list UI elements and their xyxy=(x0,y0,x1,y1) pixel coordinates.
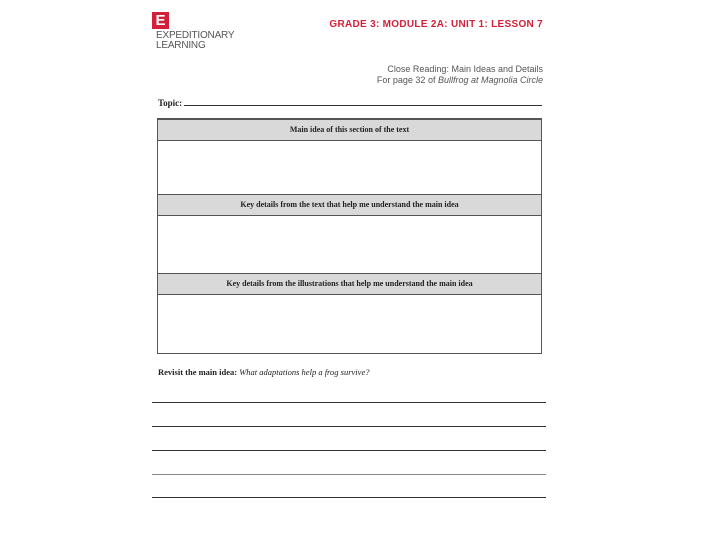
logo-text xyxy=(156,31,234,51)
logo-line-1: EXPEDITIONARY xyxy=(156,30,235,41)
illustration-details-heading: Key details from the illustrations that help me understand the main idea xyxy=(158,273,541,295)
topic-row xyxy=(158,98,542,110)
answer-line-2[interactable] xyxy=(152,426,546,427)
text-details-heading: Key details from the text that help me understand the main idea xyxy=(158,194,541,216)
answer-line-5[interactable] xyxy=(152,497,546,498)
topic-answer-line[interactable] xyxy=(184,105,542,106)
worksheet-source xyxy=(377,75,543,86)
revisit-prompt xyxy=(158,367,369,377)
answer-line-3[interactable] xyxy=(152,450,546,451)
worksheet-title: Close Reading: Main Ideas and Details xyxy=(387,64,543,74)
revisit-label: Revisit the main idea: xyxy=(158,367,238,377)
logo-mark: E xyxy=(152,12,169,29)
revisit-question: What adaptations help a frog survive? xyxy=(239,367,370,377)
illustration-details-answer-box[interactable] xyxy=(158,295,541,353)
topic-label: Topic: xyxy=(158,98,183,108)
logo-line-2: LEARNING xyxy=(156,40,206,51)
text-details-answer-box[interactable] xyxy=(158,216,541,273)
answer-line-4[interactable] xyxy=(152,474,546,475)
worksheet-subtitle xyxy=(377,64,543,86)
lesson-identifier: GRADE 3: MODULE 2A: UNIT 1: LESSON 7 xyxy=(329,19,543,30)
source-book-title: Bullfrog at Magnolia Circle xyxy=(437,75,543,85)
answer-line-1[interactable] xyxy=(152,402,546,403)
source-prefix: For page 32 of xyxy=(376,75,438,85)
main-idea-answer-box[interactable] xyxy=(158,141,541,194)
main-idea-heading: Main idea of this section of the text xyxy=(158,119,541,141)
graphic-organizer xyxy=(157,118,542,354)
